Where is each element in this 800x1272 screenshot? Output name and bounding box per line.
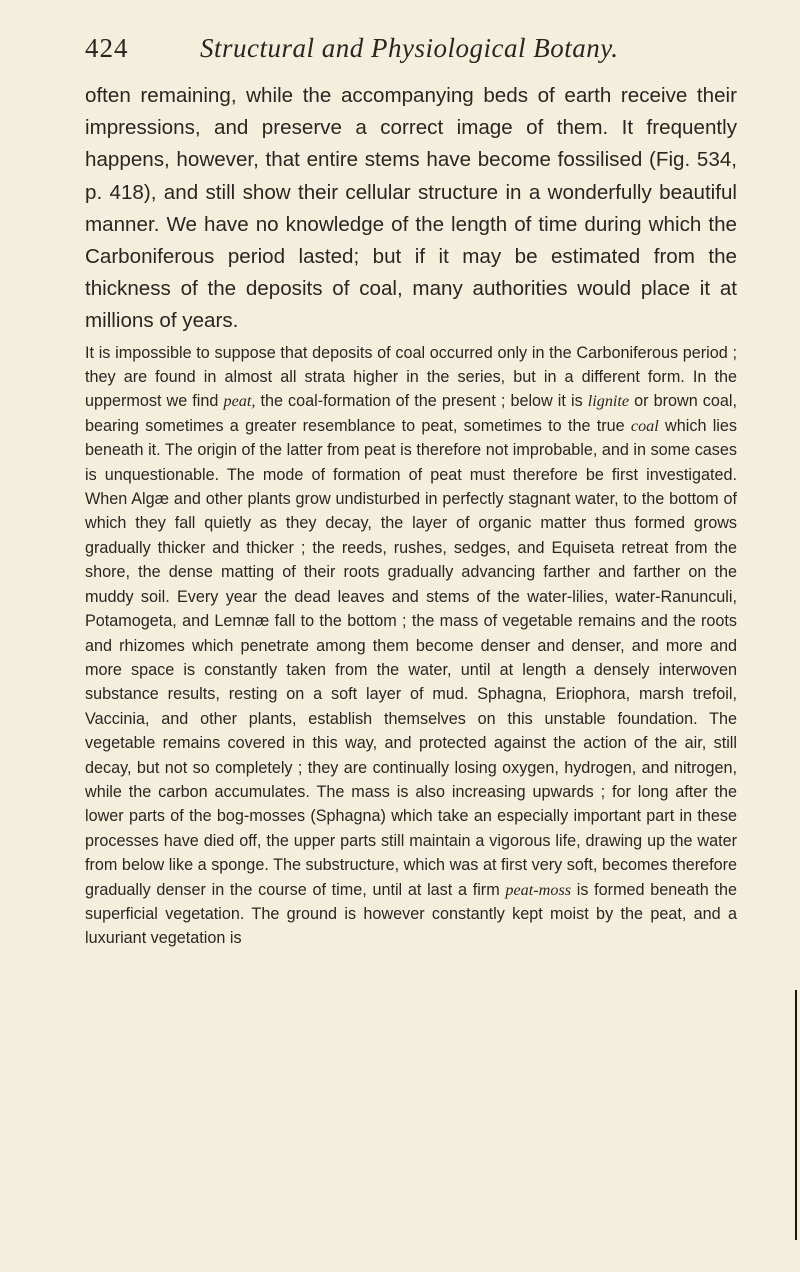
page-number: 424 <box>85 33 129 63</box>
page-edge-shadow <box>795 990 797 1240</box>
page-header <box>85 30 725 70</box>
term-lignite: lignite <box>587 392 630 411</box>
text-run: the coal-formation of the present ; below it is <box>255 392 588 411</box>
term-peat-moss: peat-moss <box>505 880 572 899</box>
running-title: Structural and Physiological Botany. <box>200 33 619 63</box>
paragraph-fossil-stems: often remaining, while the accompanying beds of earth receive their impressions, and preserve a correct image of them. It frequently happens, however, that entire stems have become fossilised (Fig. 534, p. 418), and still show their cellular structure in a wonderfully beautiful manner. We have no knowledge of the length of time during which the Carboniferous period lasted; but if it may be estimated from the thickness of the deposits of coal, many authorities would place it at millions of years. <box>85 84 737 333</box>
text-run: is formed beneath the superficial vegetation. The ground is however constantly kept moist by the peat, and a luxuriant vegetation is <box>85 880 738 948</box>
text-run: or brown coal, bearing sometimes a greater resemblance to peat, sometimes to the true <box>85 392 737 435</box>
term-coal: coal <box>630 416 659 435</box>
paragraph-peat-formation <box>85 341 737 951</box>
text-run: which lies beneath it. The origin of the latter from peat is therefore not improbable, and in some cases is unquestionable. The mode of formation of peat must therefore be first investigated. When Algæ and other plants grow undisturbed in perfectly stagnant water, to the bottom of which they fall quietly as they decay, the layer of organic matter thus formed grows gradually thicker and thicker ; the reeds, rushes, sedges, and Equiseta retreat from the shore, the dense matting of their roots gradually advancing farther and farther on the muddy soil. Every year the dead leaves and stems of the water-lilies, water-Ranunculi, Potamogeta, and Lemnæ fall to the bottom ; the mass of vegetable remains and the roots and rhizomes which penetrate among them become denser and denser, and more and more space is constantly taken from the water, until at length a densely interwoven substance results, resting on a soft layer of mud. Sphagna, Eriophora, marsh trefoil, Vaccinia, and other plants, establish themselves on this unstable foundation. The vegetable remains covered in this way, and protected against the action of the air, still decay, but not so completely ; they are continually losing oxygen, hydrogen, and nitrogen, while the carbon accumulates. The mass is also increasing upwards ; for long after the lower parts of the bog-mosses (Sphagna) which take an especially important part in these processes have died off, the upper parts still maintain a vigorous life, drawing up the water from below like a sponge. The substructure, which was at first very soft, becomes therefore gradually denser in the course of time, until at last a firm <box>85 416 738 899</box>
text-run: It is impossible to suppose that deposits of coal occurred only in the Carboniferous period ; they are found in almost all strata higher in the series, but in a different form. In the uppermost we find <box>85 343 737 411</box>
term-peat: peat, <box>223 392 256 411</box>
body-text <box>85 80 737 951</box>
